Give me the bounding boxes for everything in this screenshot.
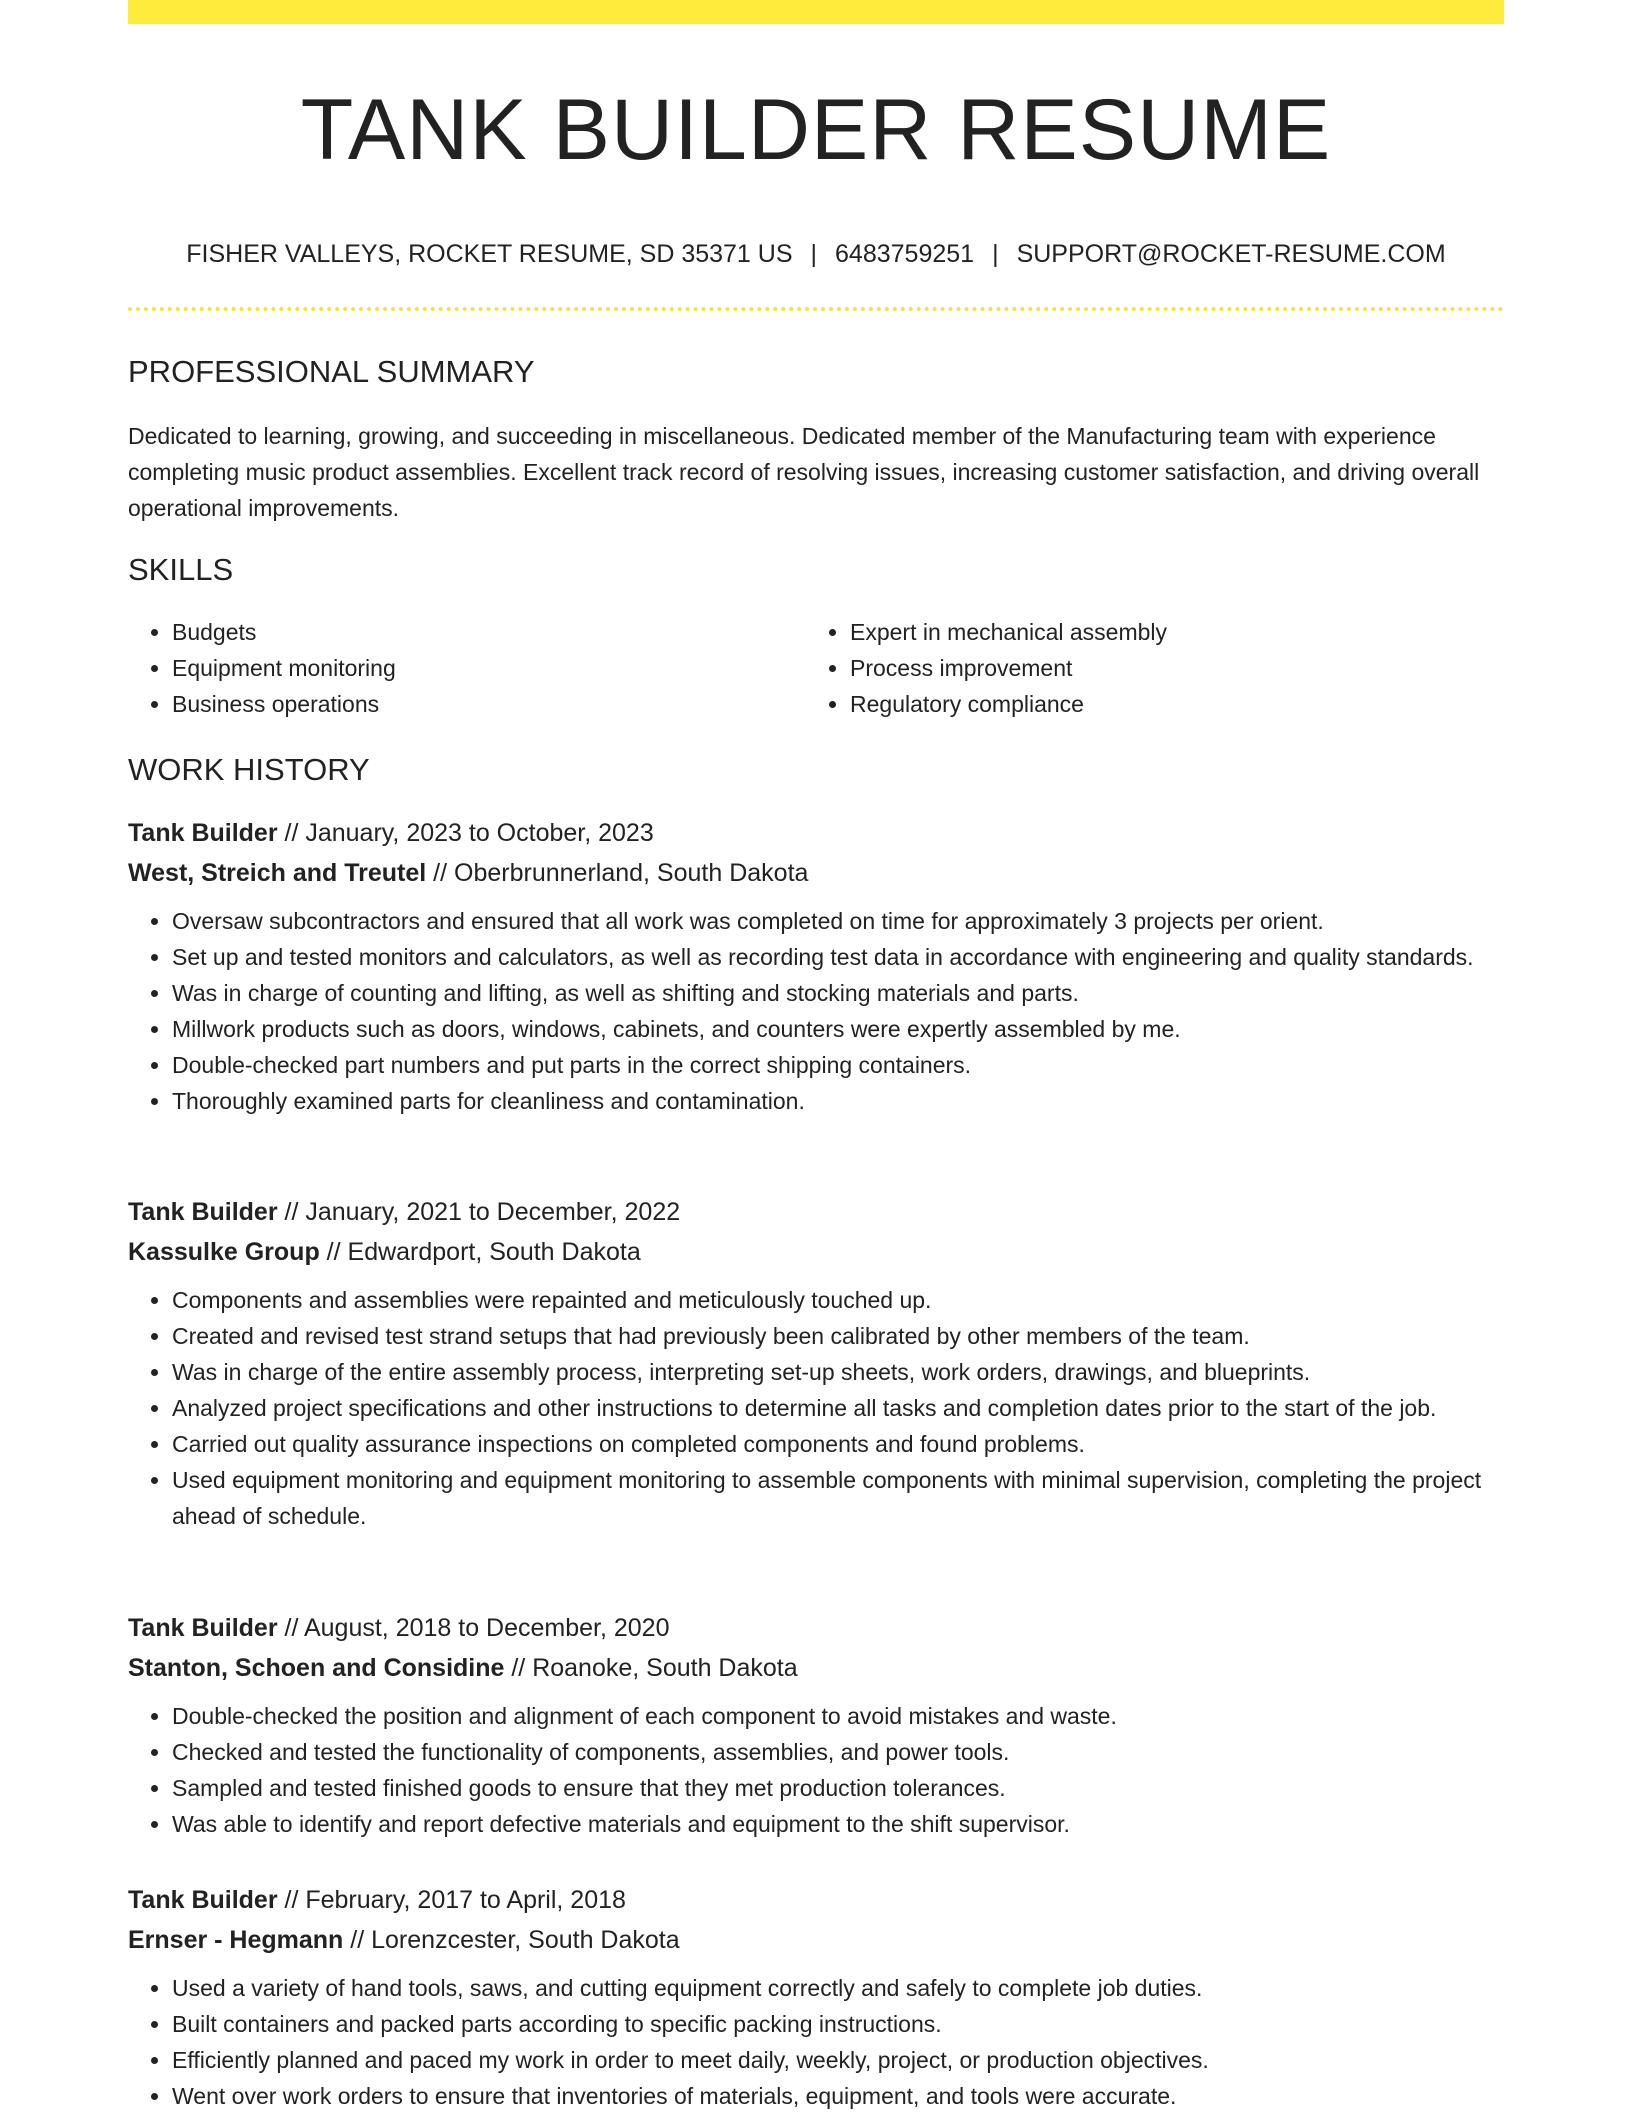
job-bullet: • Analyzed project specifications and other instructions to determine all tasks and completion dates prior to the start of the job. [172,1390,1504,1426]
job-bullets [128,903,1504,1119]
job-bullet: • Thoroughly examined parts for cleanliness and contamination. [172,1083,1504,1119]
job-role: Tank Builder [128,1886,278,1914]
job-dates: // January, 2023 to October, 2023 [277,819,654,847]
skill-item: • Regulatory compliance [850,686,1484,722]
job-title-line [128,813,1504,853]
job-bullet: • Oversaw subcontractors and ensured that all work was completed on time for approximately 3 projects per orient. [172,903,1504,939]
job-bullet: • Created and revised test strand setups that had previously been calibrated by other members of the team. [172,1318,1504,1354]
job-bullet: • Was able to identify and report defective materials and equipment to the shift supervisor. [172,1806,1504,1842]
resume-title: TANK BUILDER RESUME [300,82,1332,178]
job-bullet: • Efficiently planned and paced my work in order to meet daily, weekly, project, or production objectives. [172,2042,1504,2078]
skill-item: • Business operations [172,686,806,722]
job-title-line [128,1192,1504,1232]
job-company: West, Streich and Treutel [128,859,427,887]
job-company: Ernser - Hegmann [128,1926,344,1954]
contact-line [128,236,1504,272]
contact-separator: | [992,240,999,268]
job-bullets [128,1282,1504,1534]
job-bullet: • Carried out quality assurance inspections on completed components and found problems. [172,1426,1504,1462]
job-bullet: • Set up and tested monitors and calculators, as well as recording test data in accordance with engineering and quality standards. [172,939,1504,975]
job-company-line [128,1232,1504,1272]
job-entry [128,1608,1504,1842]
dotted-divider [128,307,1504,311]
contact-phone: 6483759251 [835,240,975,268]
job-bullets [128,1698,1504,1842]
job-company: Kassulke Group [128,1238,320,1266]
job-title-line [128,1608,1504,1648]
skill-item: • Process improvement [850,650,1484,686]
job-bullet: • Was in charge of the entire assembly process, interpreting set-up sheets, work orders, drawings, and blueprints. [172,1354,1504,1390]
job-bullet: • Used equipment monitoring and equipment monitoring to assemble components with minimal supervision, completing the project ahead of schedule. [172,1462,1504,1534]
work-history-heading: WORK HISTORY [128,752,370,787]
job-location: // Lorenzcester, South Dakota [343,1926,680,1954]
skill-item: • Budgets [172,614,806,650]
job-company-line [128,853,1504,893]
job-role: Tank Builder [128,819,278,847]
job-title-line [128,1880,1504,1920]
summary-text: Dedicated to learning, growing, and succeeding in miscellaneous. Dedicated member of the Manufacturing team with experience completing music product assemblies. Excellent track record of resolving issues, increasing customer satisfaction, and driving overall operational improvements. [128,423,1480,521]
job-company-line [128,1648,1504,1688]
job-dates: // January, 2021 to December, 2022 [277,1198,681,1226]
accent-top-bar [128,0,1504,24]
skills-column-left [128,614,806,722]
job-role: Tank Builder [128,1198,278,1226]
job-bullet: • Was in charge of counting and lifting, as well as shifting and stocking materials and parts. [172,975,1504,1011]
job-location: // Edwardport, South Dakota [319,1238,641,1266]
job-bullet: • Double-checked part numbers and put parts in the correct shipping containers. [172,1047,1504,1083]
job-bullet: • Checked and tested the functionality of components, assemblies, and power tools. [172,1734,1504,1770]
contact-email: SUPPORT@ROCKET-RESUME.COM [1016,240,1446,268]
job-entry [128,1192,1504,1534]
job-bullet: • Millwork products such as doors, windows, cabinets, and counters were expertly assembled by me. [172,1011,1504,1047]
job-bullet: • Components and assemblies were repainted and meticulously touched up. [172,1282,1504,1318]
job-role: Tank Builder [128,1614,278,1642]
job-dates: // February, 2017 to April, 2018 [277,1886,626,1914]
job-entry [128,1880,1504,2114]
contact-separator: | [810,240,818,268]
job-bullet: • Double-checked the position and alignment of each component to avoid mistakes and waste. [172,1698,1504,1734]
job-bullet: • Built containers and packed parts according to specific packing instructions. [172,2006,1504,2042]
job-bullet: • Sampled and tested finished goods to ensure that they met production tolerances. [172,1770,1504,1806]
skill-item: • Equipment monitoring [172,650,806,686]
skill-item: • Expert in mechanical assembly [850,614,1484,650]
skills-column-right [806,614,1484,722]
job-location: // Roanoke, South Dakota [504,1654,798,1682]
skills-heading: SKILLS [128,552,234,587]
contact-address: FISHER VALLEYS, ROCKET RESUME, SD 35371 US [186,240,793,268]
job-dates: // August, 2018 to December, 2020 [277,1614,670,1642]
job-company: Stanton, Schoen and Considine [128,1654,505,1682]
job-location: // Oberbrunnerland, South Dakota [426,859,809,887]
skills-list [128,614,1504,722]
job-bullet: • Went over work orders to ensure that inventories of materials, equipment, and tools were accurate. [172,2078,1504,2114]
summary-heading: PROFESSIONAL SUMMARY [128,354,535,389]
job-company-line [128,1920,1504,1960]
job-bullet: • Used a variety of hand tools, saws, and cutting equipment correctly and safely to complete job duties. [172,1970,1504,2006]
job-entry [128,813,1504,1119]
job-bullets [128,1970,1504,2114]
